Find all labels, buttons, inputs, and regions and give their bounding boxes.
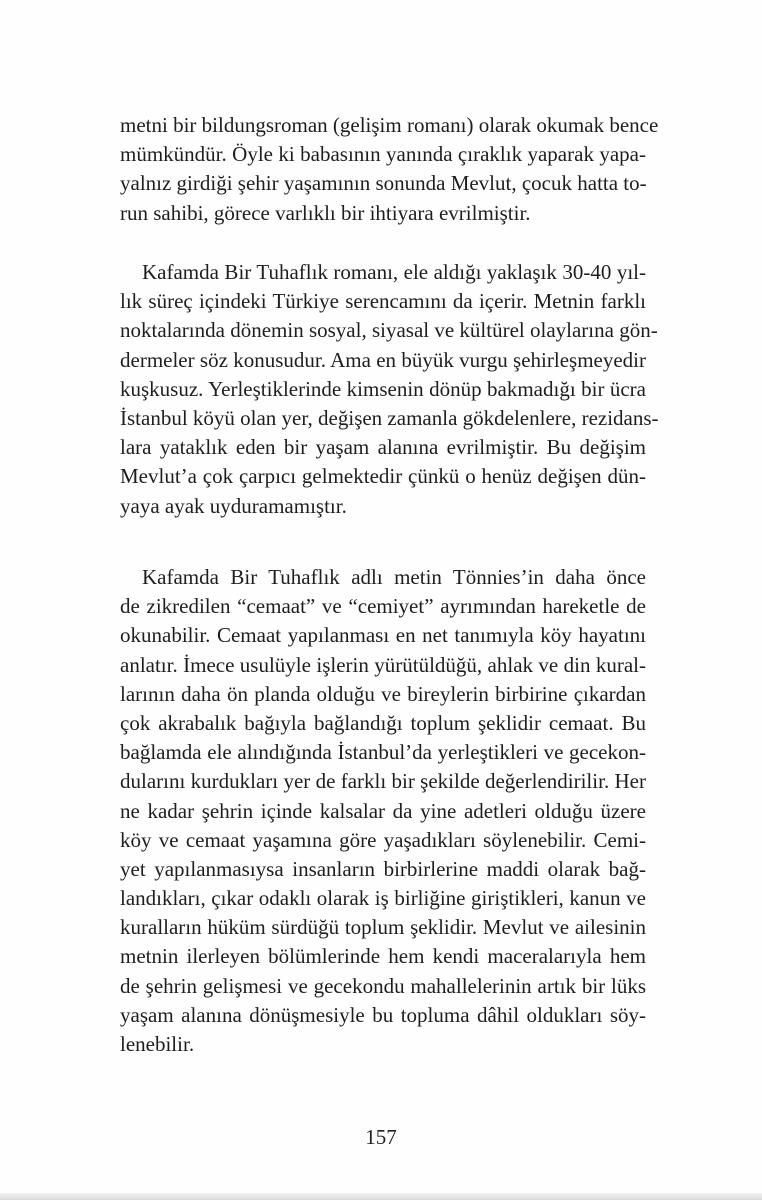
page-number: 157 xyxy=(365,1125,397,1149)
text-line: kuşkusuz. Yerleştiklerinde kimsenin dönüp bakmadığı bir ücra xyxy=(120,376,646,401)
text-line: bağlamda ele alındığında İstanbul’da yerleştikleri ve gecekon- xyxy=(120,740,646,765)
text-line: yalnız girdiği şehir yaşamının sonunda Mevlut, çocuk hatta to- xyxy=(120,171,647,196)
text-line: metni bir bildungsroman (gelişim romanı) olarak okumak bence xyxy=(120,113,659,137)
text-line: de şehrin gelişmesi ve gecekondu mahallelerinin artık bir lüks xyxy=(120,973,646,998)
text-line: çok akrabalık bağıyla bağlandığı toplum şeklidir cemaat. Bu xyxy=(120,710,646,735)
text-line: Kafamda Bir Tuhaflık adlı metin Tönnies’in daha önce xyxy=(142,565,646,589)
text-line: kuralların hüküm sürdüğü toplum şeklidir. Mevlut ve ailesinin xyxy=(120,915,646,940)
text-line: landıkları, çıkar odaklı olarak iş birliğine giriştikleri, kanun ve xyxy=(120,886,646,911)
text-line: ne kadar şehrin içinde kalsalar da yine adetleri olduğu üzere xyxy=(120,798,646,823)
text-line: lık süreç içindeki Türkiye serencamını da içerir. Metnin farklı xyxy=(120,289,646,314)
text-line: Kafamda Bir Tuhaflık romanı, ele aldığı yaklaşık 30-40 yıl- xyxy=(142,260,646,284)
text-line: Mevlut’a çok çarpıcı gelmektedir çünkü o henüz değişen dün- xyxy=(120,464,646,489)
text-line: dermeler söz konusudur. Ama en büyük vurgu şehirleşmeyedir xyxy=(120,347,646,372)
text-line: yaşam alanına dönüşmesiyle bu topluma dâhil oldukları söy- xyxy=(120,1002,646,1027)
paragraph-1 xyxy=(120,111,659,228)
paragraph-2 xyxy=(120,258,659,521)
text-line: anlatır. İmece usulüyle işlerin yürütüldüğü, ahlak ve din kural- xyxy=(120,652,646,677)
text-line: de zikredilen “cemaat” ve “cemiyet” ayrımından hareketle de xyxy=(120,594,646,619)
text-line: metnin ilerleyen bölümlerinde hem kendi maceralarıyla hem xyxy=(120,944,646,969)
page-bottom-edge xyxy=(0,1193,762,1200)
text-line: larının daha ön planda olduğu ve bireylerin birbirine çıkardan xyxy=(120,681,646,706)
text-line: lara yataklık eden bir yaşam alanına evrilmiştir. Bu değişim xyxy=(120,435,646,460)
text-line: noktalarında dönemin sosyal, siyasal ve kültürel olaylarına gön- xyxy=(120,318,658,343)
text-line: köy ve cemaat yaşamına göre yaşadıkları söylenebilir. Cemi- xyxy=(120,827,646,852)
text-line: dularını kurdukları yer de farklı bir şekilde değerlendirilir. Her xyxy=(120,769,646,794)
text-line: İstanbul köyü olan yer, değişen zamanla gökdelenlere, rezidans- xyxy=(120,405,659,430)
paragraph-3 xyxy=(120,563,646,1059)
text-line: yaya ayak uyduramamıştır. xyxy=(120,493,347,518)
text-line: lenebilir. xyxy=(120,1032,195,1056)
text-line: run sahibi, görece varlıklı bir ihtiyara evrilmiştir. xyxy=(120,200,531,225)
text-line: okunabilir. Cemaat yapılanması en net tanımıyla köy hayatını xyxy=(120,623,646,648)
text-line: yet yapılanmasıysa insanların birbirlerine maddi olarak bağ- xyxy=(120,856,646,881)
text-line: mümkündür. Öyle ki babasının yanında çıraklık yaparak yapa- xyxy=(120,142,646,167)
